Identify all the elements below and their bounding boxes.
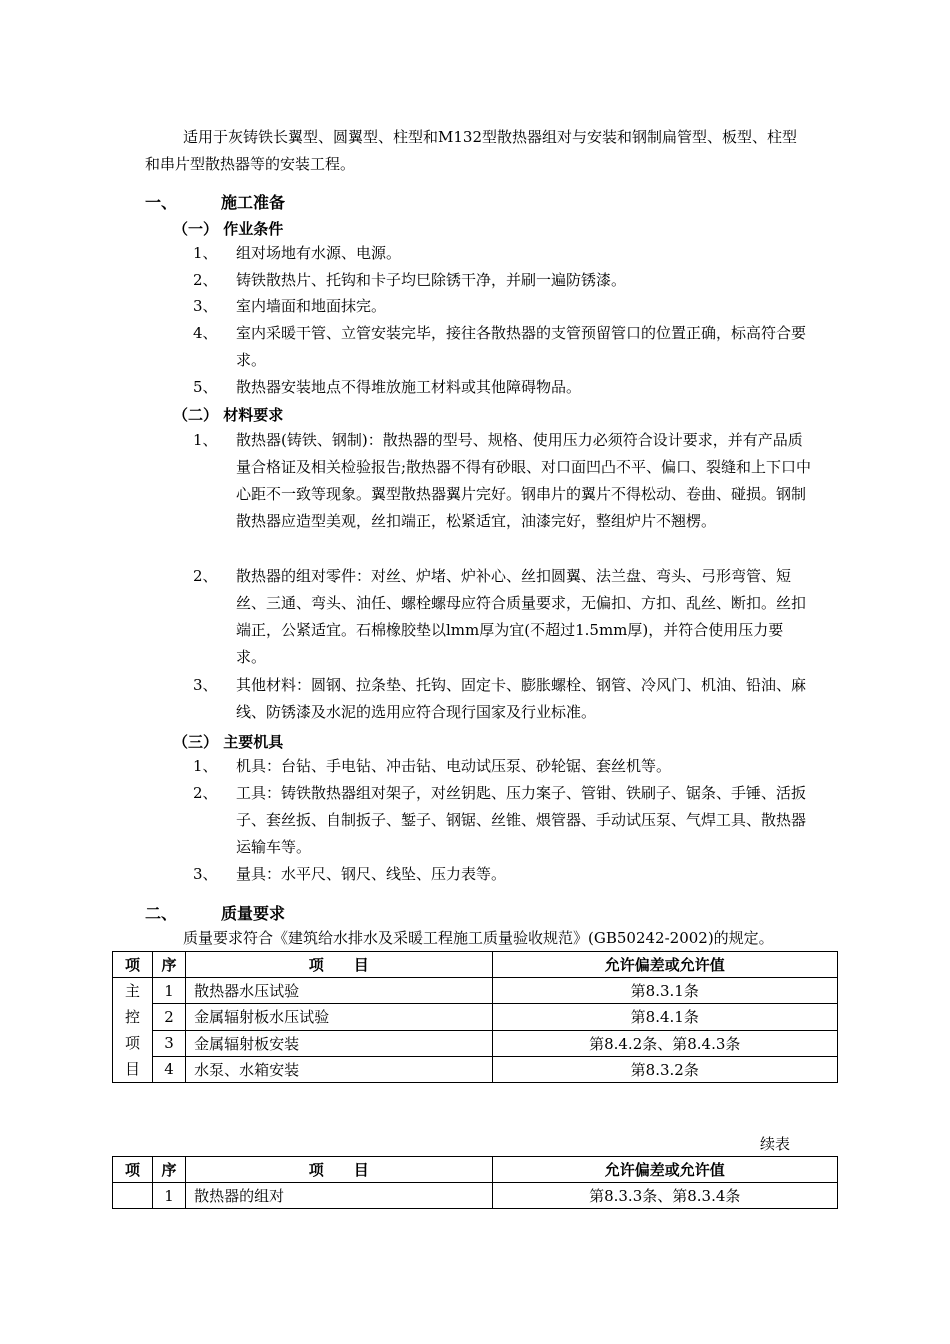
quality-intro: 质量要求符合《建筑给水排水及采暖工程施工质量验收规范》(GB50242-2002)的规定。 xyxy=(183,929,774,947)
list-item xyxy=(193,320,813,374)
item-text: 量具：水平尺、钢尺、线坠、压力表等。 xyxy=(236,865,507,883)
header-value: 允许偏差或允许值 xyxy=(492,1157,838,1183)
seq-cell: 2 xyxy=(153,1004,186,1030)
value-cell: 第8.3.1条 xyxy=(492,978,838,1004)
group-cell xyxy=(113,978,153,1083)
header-category: 项 xyxy=(113,1157,153,1183)
item-cell: 散热器的组对 xyxy=(186,1183,492,1209)
table-header-row xyxy=(113,1157,838,1183)
item-number: 1、 xyxy=(193,757,218,775)
seq-cell: 1 xyxy=(153,1183,186,1209)
item-number: 4、 xyxy=(193,324,218,342)
item-text: 散热器安装地点不得堆放施工材料或其他障碍物品。 xyxy=(236,378,582,396)
header-seq: 序 xyxy=(153,1157,186,1183)
item-cell: 金属辐射板安装 xyxy=(186,1030,492,1056)
quality-table xyxy=(112,951,838,1083)
list-item xyxy=(193,753,813,780)
item-text: 室内墙面和地面抹完。 xyxy=(236,297,387,315)
section-1-heading xyxy=(145,190,285,213)
item-cell: 散热器水压试验 xyxy=(186,978,492,1004)
item-text: 工具：铸铁散热器组对架子，对丝钥匙、压力案子、管钳、铁刷子、锯条、手锤、活扳子、套丝扳、自制扳子、錾子、钢锯、丝锥、煨管器、手动试压泵、气焊工具、散热器运输车等。 xyxy=(236,784,807,856)
item-text: 散热器(铸铁、钢制)：散热器的型号、规格、使用压力必须符合设计要求，并有产品质量合格证及相关检验报告;散热器不得有砂眼、对口面凹凸不平、偏口、裂缝和上下口中心距不一致等现象。翼型散热器翼片完好。钢串片的翼片不得松动、卷曲、碰损。钢制散热器应造型美观，丝扣端正，松紧适宜，油漆完好，整组炉片不翘楞。 xyxy=(236,431,812,530)
item-text: 机具：台钻、手电钻、冲击钻、电动试压泵、砂轮锯、套丝机等。 xyxy=(236,757,672,775)
header-seq: 序 xyxy=(153,952,186,978)
value-cell: 第8.3.2条 xyxy=(492,1056,838,1082)
list-item xyxy=(193,861,813,888)
list-item xyxy=(193,267,813,294)
subsection-1-title: （一） 作业条件 xyxy=(173,220,284,238)
item-number: 3、 xyxy=(193,676,218,694)
list-item xyxy=(193,780,813,861)
table-row xyxy=(113,1004,838,1030)
value-cell: 第8.4.1条 xyxy=(492,1004,838,1030)
seq-cell: 3 xyxy=(153,1030,186,1056)
item-number: 3、 xyxy=(193,297,218,315)
list-item xyxy=(193,240,813,267)
list-item xyxy=(193,563,813,671)
section-2-number: 二、 xyxy=(145,904,178,923)
table-row xyxy=(113,1030,838,1056)
group-cell xyxy=(113,1183,153,1209)
section-2-title: 质量要求 xyxy=(221,904,286,923)
group-label: 主控项目 xyxy=(125,982,141,1078)
table-header-row xyxy=(113,952,838,978)
section-2-heading xyxy=(145,901,285,924)
intro-paragraph: 适用于灰铸铁长翼型、圆翼型、柱型和M132型散热器组对与安装和钢制扁管型、板型、柱型和串片型散热器等的安装工程。 xyxy=(145,128,797,173)
value-cell: 第8.4.2条、第8.4.3条 xyxy=(492,1030,838,1056)
item-text: 散热器的组对零件：对丝、炉堵、炉补心、丝扣圆翼、法兰盘、弯头、弓形弯管、短丝、三通、弯头、油任、螺栓螺母应符合质量要求，无偏扣、方扣、乱丝、断扣。丝扣端正，公紧适宜。石棉橡胶垫以lmm厚为宜(不超过1.5mm厚)，并符合使用压力要求。 xyxy=(236,567,807,666)
item-text: 其他材料：圆钢、拉条垫、托钩、固定卡、膨胀螺栓、钢管、冷风门、机油、铅油、麻线、防锈漆及水泥的选用应符合现行国家及行业标准。 xyxy=(236,676,807,721)
table-row xyxy=(113,1183,838,1209)
table-row xyxy=(113,1056,838,1082)
header-category: 项 xyxy=(113,952,153,978)
header-item: 项 目 xyxy=(186,1157,492,1183)
seq-cell: 1 xyxy=(153,978,186,1004)
item-cell: 水泵、水箱安装 xyxy=(186,1056,492,1082)
list-item xyxy=(193,293,813,320)
item-number: 2、 xyxy=(193,567,218,585)
list-item xyxy=(193,374,813,401)
item-text: 铸铁散热片、托钩和卡子均巳除锈干净，并刷一遍防锈漆。 xyxy=(236,271,627,289)
item-number: 2、 xyxy=(193,784,218,802)
section-1-number: 一、 xyxy=(145,193,178,212)
list-item xyxy=(193,427,813,535)
item-text: 组对场地有水源、电源。 xyxy=(236,244,402,262)
list-item xyxy=(193,672,813,726)
item-number: 3、 xyxy=(193,865,218,883)
subsection-2-title: （二） 材料要求 xyxy=(173,406,284,424)
item-number: 5、 xyxy=(193,378,218,396)
header-item: 项 目 xyxy=(186,952,492,978)
quality-table-continued xyxy=(112,1156,838,1209)
item-number: 1、 xyxy=(193,244,218,262)
continued-table-label: 续表 xyxy=(760,1135,791,1153)
header-value: 允许偏差或允许值 xyxy=(492,952,838,978)
table-row xyxy=(113,978,838,1004)
value-cell: 第8.3.3条、第8.3.4条 xyxy=(492,1183,838,1209)
section-1-title: 施工准备 xyxy=(221,193,286,212)
seq-cell: 4 xyxy=(153,1056,186,1082)
item-number: 2、 xyxy=(193,271,218,289)
subsection-3-title: （三） 主要机具 xyxy=(173,733,284,751)
item-text: 室内采暖干管、立管安装完毕，接往各散热器的支管预留管口的位置正确，标高符合要求。 xyxy=(236,324,807,369)
item-cell: 金属辐射板水压试验 xyxy=(186,1004,492,1030)
item-number: 1、 xyxy=(193,431,218,449)
